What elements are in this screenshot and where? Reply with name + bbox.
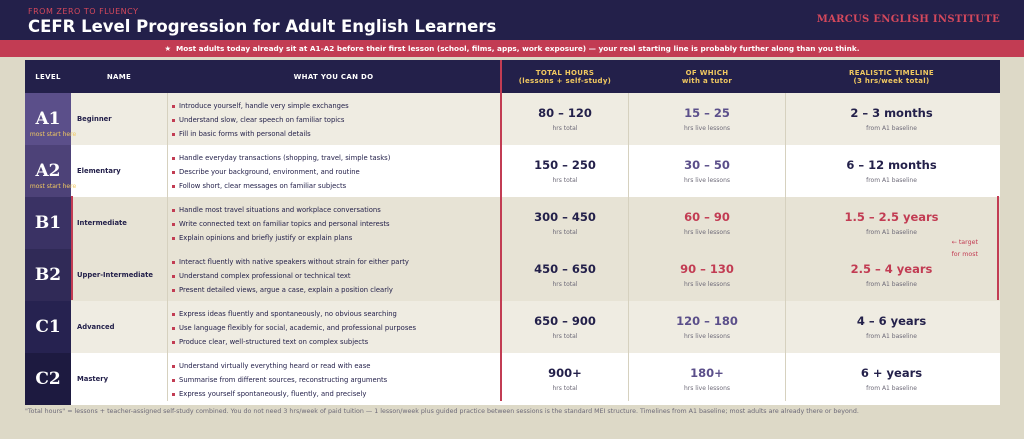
- bullet-icon: [172, 313, 175, 316]
- level-note: most start here: [29, 183, 77, 190]
- target-highlight-left: [71, 196, 73, 300]
- bullet-icon: [172, 365, 175, 368]
- bullet-icon: [172, 289, 175, 292]
- level-note: most start here: [29, 131, 77, 138]
- level-name: Mastery: [77, 375, 109, 383]
- level-name: Upper-Intermediate: [77, 271, 153, 279]
- table-row: [25, 353, 1000, 405]
- can-do-item: Understand slow, clear speech on familiar topics: [172, 113, 500, 127]
- bullet-icon: [172, 275, 175, 278]
- level-badge: A1: [25, 93, 71, 145]
- bullet-icon: [172, 379, 175, 382]
- level-name: Beginner: [77, 115, 112, 123]
- page-header: [0, 0, 1024, 40]
- header-timeline: REALISTIC TIMELINE (3 hrs/week total): [849, 68, 934, 85]
- bullet-icon: [172, 133, 175, 136]
- eyebrow-text: FROM ZERO TO FLUENCY: [28, 7, 139, 16]
- info-banner: [0, 40, 1024, 57]
- level-badge: B1: [25, 197, 71, 249]
- table-row: [25, 197, 1000, 249]
- table-row: [25, 93, 1000, 145]
- level-name: Intermediate: [77, 219, 127, 227]
- tutor-cell: 90 – 130 hrs live lessons: [680, 262, 734, 288]
- column-divider: [167, 93, 168, 401]
- brand-name: MARCUS ENGLISH INSTITUTE: [816, 14, 1000, 25]
- column-divider: [785, 93, 786, 401]
- header-can: WHAT YOU CAN DO: [293, 72, 374, 81]
- banner-text: Most adults today already sit at A1-A2 before their first lesson (school, films, apps, work exposure) — your real starting line is probably further along than you think.: [176, 44, 860, 53]
- can-do-item: Produce clear, well-structured text on complex subjects: [172, 335, 500, 349]
- bullet-icon: [172, 185, 175, 188]
- level-name: Elementary: [77, 167, 121, 175]
- can-do-list: [172, 151, 500, 193]
- tutor-cell: 30 – 50 hrs live lessons: [684, 158, 730, 184]
- hours-cell: 650 – 900 hrs total: [534, 314, 596, 340]
- table-row: [25, 301, 1000, 353]
- table-row: [25, 249, 1000, 301]
- timeline-cell: 1.5 – 2.5 years from A1 baseline: [844, 210, 939, 236]
- can-do-item: Follow short, clear messages on familiar subjects: [172, 179, 500, 193]
- timeline-cell: 6 + years from A1 baseline: [860, 366, 923, 392]
- star-icon: ★: [164, 44, 172, 53]
- level-badge: B2: [25, 249, 71, 301]
- table-header: [25, 60, 1000, 93]
- bullet-icon: [172, 327, 175, 330]
- can-do-list: [172, 203, 500, 245]
- column-divider: [628, 93, 629, 401]
- can-do-item: Interact fluently with native speakers without strain for either party: [172, 255, 500, 269]
- tutor-cell: 60 – 90 hrs live lessons: [684, 210, 730, 236]
- header-hours: TOTAL HOURS (lessons + self-study): [518, 68, 612, 85]
- bullet-icon: [172, 105, 175, 108]
- tutor-cell: 15 – 25 hrs live lessons: [684, 106, 730, 132]
- can-do-item: Handle most travel situations and workplace conversations: [172, 203, 500, 217]
- bullet-icon: [172, 119, 175, 122]
- hours-cell: 450 – 650 hrs total: [534, 262, 596, 288]
- tutor-cell: 120 – 180 hrs live lessons: [676, 314, 738, 340]
- can-do-item: Present detailed views, argue a case, explain a position clearly: [172, 283, 500, 297]
- can-do-item: Summarise from different sources, reconstructing arguments: [172, 373, 500, 387]
- hours-divider: [500, 60, 502, 401]
- timeline-cell: 6 – 12 months from A1 baseline: [846, 158, 937, 184]
- target-highlight-right: [997, 196, 999, 300]
- bullet-icon: [172, 393, 175, 396]
- can-do-list: [172, 255, 500, 297]
- can-do-item: Understand virtually everything heard or read with ease: [172, 359, 500, 373]
- level-badge: A2: [25, 145, 71, 197]
- can-do-item: Write connected text on familiar topics and personal interests: [172, 217, 500, 231]
- bullet-icon: [172, 341, 175, 344]
- timeline-cell: 2.5 – 4 years from A1 baseline: [850, 262, 933, 288]
- can-do-item: Explain opinions and briefly justify or explain plans: [172, 231, 500, 245]
- can-do-item: Express ideas fluently and spontaneously, no obvious searching: [172, 307, 500, 321]
- cefr-table: [25, 60, 1000, 401]
- header-name: NAME: [106, 72, 132, 81]
- timeline-cell: 4 – 6 years from A1 baseline: [856, 314, 927, 340]
- page-title: CEFR Level Progression for Adult English Learners: [28, 17, 497, 36]
- tutor-cell: 180+ hrs live lessons: [684, 366, 730, 392]
- header-tutor: OF WHICH with a tutor: [681, 68, 733, 85]
- level-name: Advanced: [77, 323, 115, 331]
- can-do-item: Express yourself spontaneously, fluently, and precisely: [172, 387, 500, 401]
- can-do-item: Introduce yourself, handle very simple exchanges: [172, 99, 500, 113]
- timeline-cell: 2 – 3 months from A1 baseline: [850, 106, 933, 132]
- hours-cell: 80 – 120 hrs total: [538, 106, 592, 132]
- can-do-list: [172, 99, 500, 141]
- can-do-item: Describe your background, environment, and routine: [172, 165, 500, 179]
- hours-cell: 150 – 250 hrs total: [534, 158, 596, 184]
- level-badge: C2: [25, 353, 71, 405]
- level-badge: C1: [25, 301, 71, 353]
- table-row: [25, 145, 1000, 197]
- can-do-list: [172, 359, 500, 401]
- footnote: "Total hours" = lessons + teacher-assigned self-study combined. You do not need 3 hrs/week of paid tuition — 1 lesson/week plus guided practice between sessions is the standard MEI structure. Timelines from A1 baseline; most adults are already there or beyond.: [25, 408, 859, 415]
- bullet-icon: [172, 157, 175, 160]
- bullet-icon: [172, 171, 175, 174]
- bullet-icon: [172, 261, 175, 264]
- target-annotation: ← target for most: [951, 239, 978, 258]
- can-do-item: Fill in basic forms with personal details: [172, 127, 500, 141]
- bullet-icon: [172, 223, 175, 226]
- header-level: LEVEL: [35, 72, 61, 81]
- bullet-icon: [172, 237, 175, 240]
- hours-cell: 300 – 450 hrs total: [534, 210, 596, 236]
- hours-cell: 900+ hrs total: [548, 366, 582, 392]
- can-do-list: [172, 307, 500, 349]
- can-do-item: Use language flexibly for social, academic, and professional purposes: [172, 321, 500, 335]
- can-do-item: Handle everyday transactions (shopping, travel, simple tasks): [172, 151, 500, 165]
- can-do-item: Understand complex professional or technical text: [172, 269, 500, 283]
- bullet-icon: [172, 209, 175, 212]
